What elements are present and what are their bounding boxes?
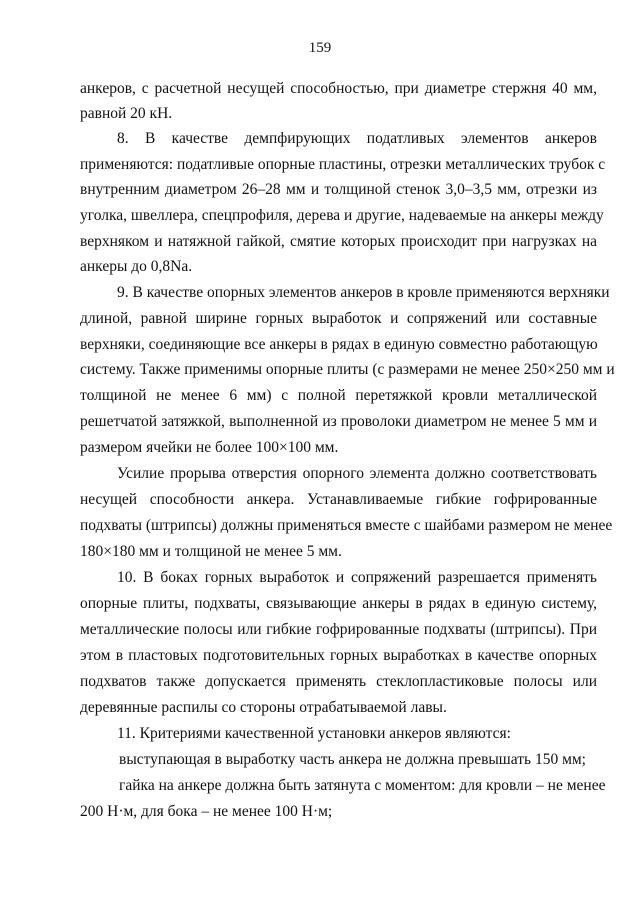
- text-line: систему. Также применимы опорные плиты (с размерами не менее 250×250 мм и: [80, 361, 615, 378]
- text-line: выступающая в выработку часть анкера не должна превышать 150 мм;: [119, 751, 586, 768]
- text-line: 180×180 мм и толщиной не менее 5 мм.: [80, 543, 342, 560]
- text-line: длиной, равной ширине горных выработок и сопряжений или составные: [80, 310, 597, 327]
- text-line: размером ячейки не более 100×100 мм.: [80, 439, 339, 456]
- text-line: применяются: податливые опорные пластины, отрезки металлических трубок с: [80, 156, 606, 173]
- text-line: несущей способности анкера. Устанавливаемые гибкие гофрированные: [80, 491, 597, 508]
- text-line: этом в пластовых подготовительных горных выработках в качестве опорных: [80, 647, 597, 664]
- text-line: гайка на анкере должна быть затянута с моментом: для кровли – не менее: [119, 777, 606, 794]
- text-line: Усилие прорыва отверстия опорного элемента должно соответствовать: [117, 465, 597, 482]
- text-line: равной 20 кН.: [80, 105, 173, 122]
- text-line: толщиной не менее 6 мм) с полной перетяжкой кровли металлической: [80, 387, 597, 404]
- text-line: опорные плиты, подхваты, связывающие анкеры в рядах в единую систему,: [80, 595, 597, 612]
- page-number: 159: [308, 40, 332, 56]
- text-line: верхняки, соединяющие все анкеры в рядах в единую совместно работающую: [80, 336, 598, 353]
- text-line: верхняком и натяжной гайкой, смятие которых происходит при нагрузках на: [80, 233, 597, 250]
- text-line: подхваты (штрипсы) должны применяться вместе с шайбами размером не менее: [80, 517, 613, 534]
- text-line: анкеры до 0,8Nа.: [80, 258, 193, 275]
- text-line: 8. В качестве демпфирующих податливых элементов анкеров: [117, 130, 597, 147]
- text-line: внутренним диаметром 26–28 мм и толщиной стенок 3,0–3,5 мм, отрезки из: [80, 181, 597, 198]
- text-line: 9. В качестве опорных элементов анкеров в кровле применяются верхняки: [117, 284, 610, 301]
- text-line: 11. Критериями качественной установки анкеров являются:: [117, 725, 511, 742]
- text-line: уголка, швеллера, спецпрофиля, дерева и другие, надеваемые на анкеры между: [80, 207, 604, 224]
- text-line: решетчатой затяжкой, выполненной из проволоки диаметром не менее 5 мм и: [80, 413, 597, 430]
- text-line: металлические полосы или гибкие гофрированные подхваты (штрипсы). При: [80, 621, 597, 638]
- text-line: 200 Н·м, для бока – не менее 100 Н·м;: [80, 803, 333, 820]
- text-line: подхватов также допускается применять стеклопластиковые полосы или: [80, 673, 597, 690]
- text-line: деревянные распилы со стороны отрабатываемой лавы.: [80, 699, 447, 716]
- text-line: 10. В боках горных выработок и сопряжений разрешается применять: [117, 569, 597, 586]
- text-line: анкеров, с расчетной несущей способностью, при диаметре стержня 40 мм,: [80, 80, 597, 97]
